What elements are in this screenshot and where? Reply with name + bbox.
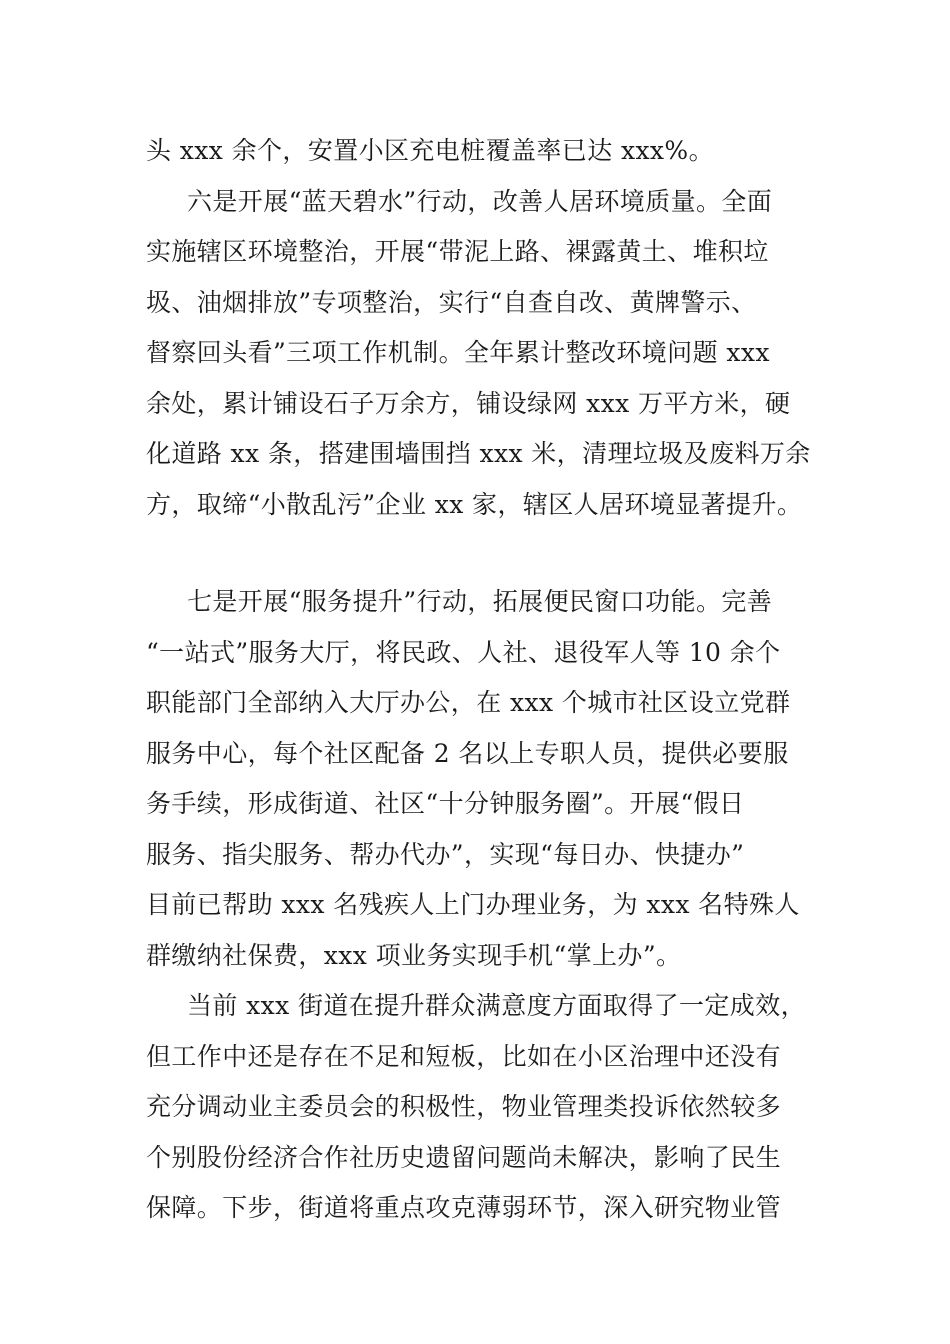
text-line: 个别股份经济合作社历史遗留问题尚未解决，影响了民生 (146, 1142, 782, 1172)
paragraph-block-environment (146, 126, 826, 530)
text-line: 务手续，形成街道、社区“十分钟服务圈”。开展“假日 (146, 789, 745, 818)
text-line: 方，取缔“小散乱污”企业 xx 家，辖区人居环境显著提升。 (146, 489, 803, 519)
text-line: 服务中心，每个社区配备 2 名以上专职人员，提供必要服 (146, 738, 789, 768)
text-line: 督察回头看”三项工作机制。全年累计整改环境问题 xxx (146, 338, 770, 367)
text-line: 充分调动业主委员会的积极性，物业管理类投诉依然较多 (146, 1092, 782, 1121)
text-line: 保障。下步，街道将重点攻克薄弱环节，深入研究物业管 (146, 1193, 782, 1222)
text-line: 群缴纳社保费，xxx 项业务实现手机“掌上办”。 (146, 940, 682, 970)
text-line: 实施辖区环境整治，开展“带泥上路、裸露黄土、堆积垃 (146, 237, 769, 266)
text-line: 七是开展“服务提升”行动，拓展便民窗口功能。完善 (187, 587, 773, 616)
text-line: 职能部门全部纳入大厅办公，在 xxx 个城市社区设立党群 (146, 688, 791, 717)
paragraph-block-service (146, 577, 826, 1234)
text-line: 化道路 xx 条，搭建围墙围挡 xxx 米，清理垃圾及废料万余 (146, 439, 811, 468)
text-line: 圾、油烟排放”专项整治，实行“自查自改、黄牌警示、 (146, 287, 757, 317)
text-line: 头 xxx 余个，安置小区充电桩覆盖率已达 xxx%。 (146, 136, 714, 165)
text-line: 服务、指尖服务、帮办代办”，实现“每日办、快捷办” (146, 839, 745, 869)
text-line: 但工作中还是存在不足和短板，比如在小区治理中还没有 (146, 1041, 782, 1071)
text-line: 六是开展“蓝天碧水”行动，改善人居环境质量。全面 (187, 186, 773, 216)
text-line: 当前 xxx 街道在提升群众满意度方面取得了一定成效， (187, 991, 806, 1020)
text-line: 目前已帮助 xxx 名残疾人上门办理业务，为 xxx 名特殊人 (146, 890, 800, 919)
text-line: 余处，累计铺设石子万余方，铺设绿网 xxx 万平方米，硬 (146, 388, 791, 418)
text-line: “一站式”服务大厅，将民政、人社、退役军人等 10 余个 (146, 637, 781, 667)
